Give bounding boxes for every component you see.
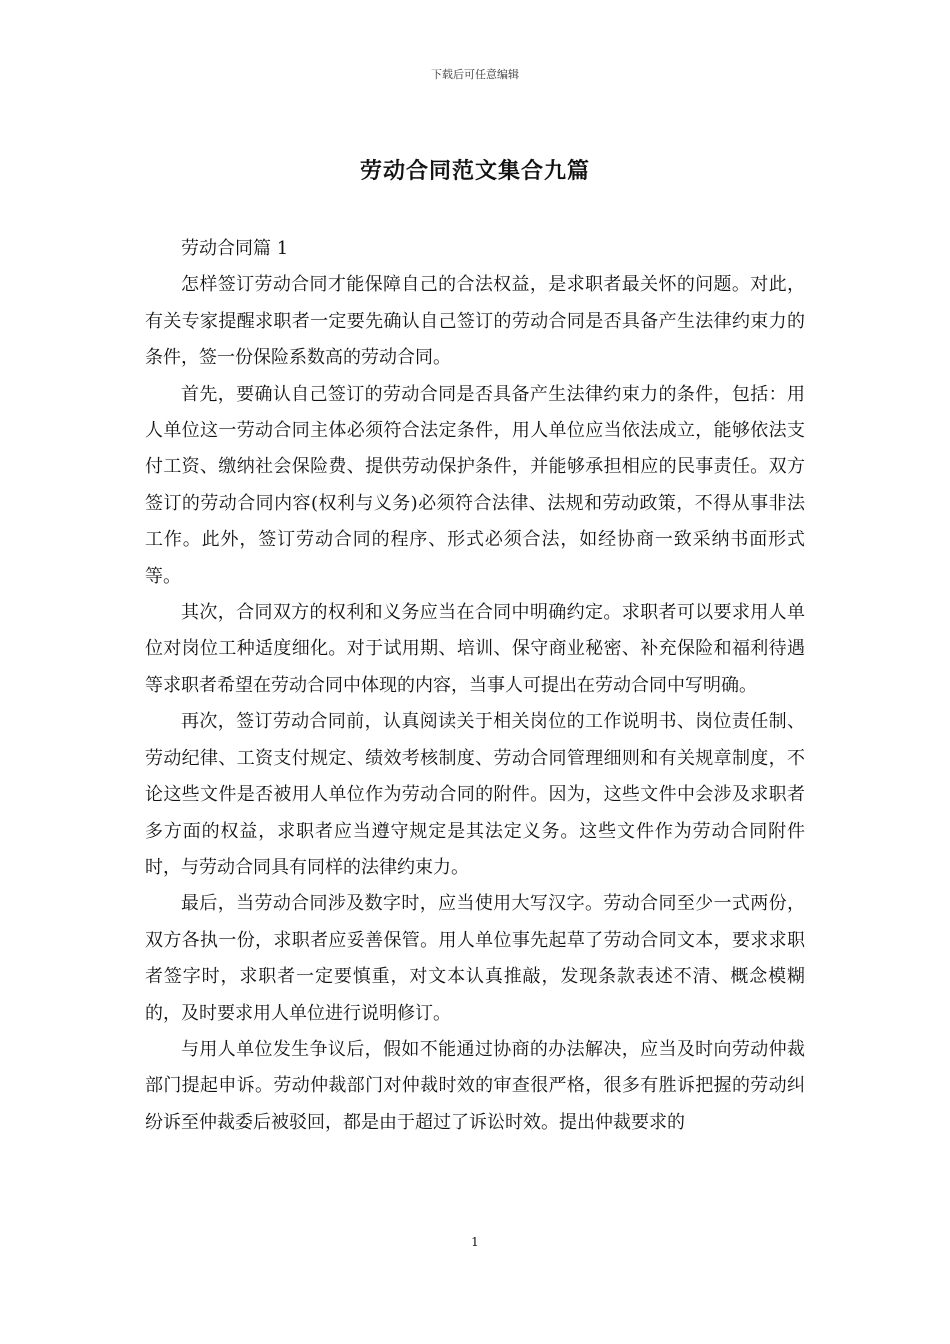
document-body	[145, 231, 805, 1141]
paragraph-3: 其次，合同双方的权利和义务应当在合同中明确约定。求职者可以要求用人单位对岗位工种适度细化。对于试用期、培训、保守商业秘密、补充保险和福利待遇等求职者希望在劳动合同中体现的内容，当事人可提出在劳动合同中写明确。	[145, 602, 805, 696]
paragraph-2: 首先，要确认自己签订的劳动合同是否具备产生法律约束力的条件，包括：用人单位这一劳动合同主体必须符合法定条件，用人单位应当依法成立，能够依法支付工资、缴纳社会保险费、提供劳动保护条件，并能够承担相应的民事责任。双方签订的劳动合同内容(权利与义务)必须符合法律、法规和劳动政策，不得从事非法工作。此外，签订劳动合同的程序、形式必须合法，如经协商一致采纳书面形式等。	[145, 383, 805, 587]
document-title: 劳动合同范文集合九篇	[359, 158, 590, 184]
section-heading: 劳动合同篇 1	[181, 238, 289, 259]
header-note: 下载后可任意编辑	[431, 68, 519, 81]
paragraph-4: 再次，签订劳动合同前，认真阅读关于相关岗位的工作说明书、岗位责任制、劳动纪律、工资支付规定、绩效考核制度、劳动合同管理细则和有关规章制度，不论这些文件是否被用人单位作为劳动合同的附件。因为，这些文件中会涉及求职者多方面的权益，求职者应当遵守规定是其法定义务。这些文件作为劳动合同附件时，与劳动合同具有同样的法律约束力。	[145, 711, 805, 878]
paragraph-1: 怎样签订劳动合同才能保障自己的合法权益，是求职者最关怀的问题。对此，有关专家提醒求职者一定要先确认自己签订的劳动合同是否具备产生法律约束力的条件，签一份保险系数高的劳动合同。	[145, 274, 805, 369]
page-number: 1	[471, 1235, 479, 1249]
paragraph-6: 与用人单位发生争议后，假如不能通过协商的办法解决，应当及时向劳动仲裁部门提起申诉。劳动仲裁部门对仲裁时效的审查很严格，很多有胜诉把握的劳动纠纷诉至仲裁委后被驳回，都是由于超过了诉讼时效。提出仲裁要求的	[145, 1038, 805, 1133]
paragraph-5: 最后，当劳动合同涉及数字时，应当使用大写汉字。劳动合同至少一式两份，双方各执一份，求职者应妥善保管。用人单位事先起草了劳动合同文本，要求求职者签字时，求职者一定要慎重，对文本认真推敲，发现条款表述不清、概念模糊的，及时要求用人单位进行说明修订。	[145, 893, 805, 1024]
